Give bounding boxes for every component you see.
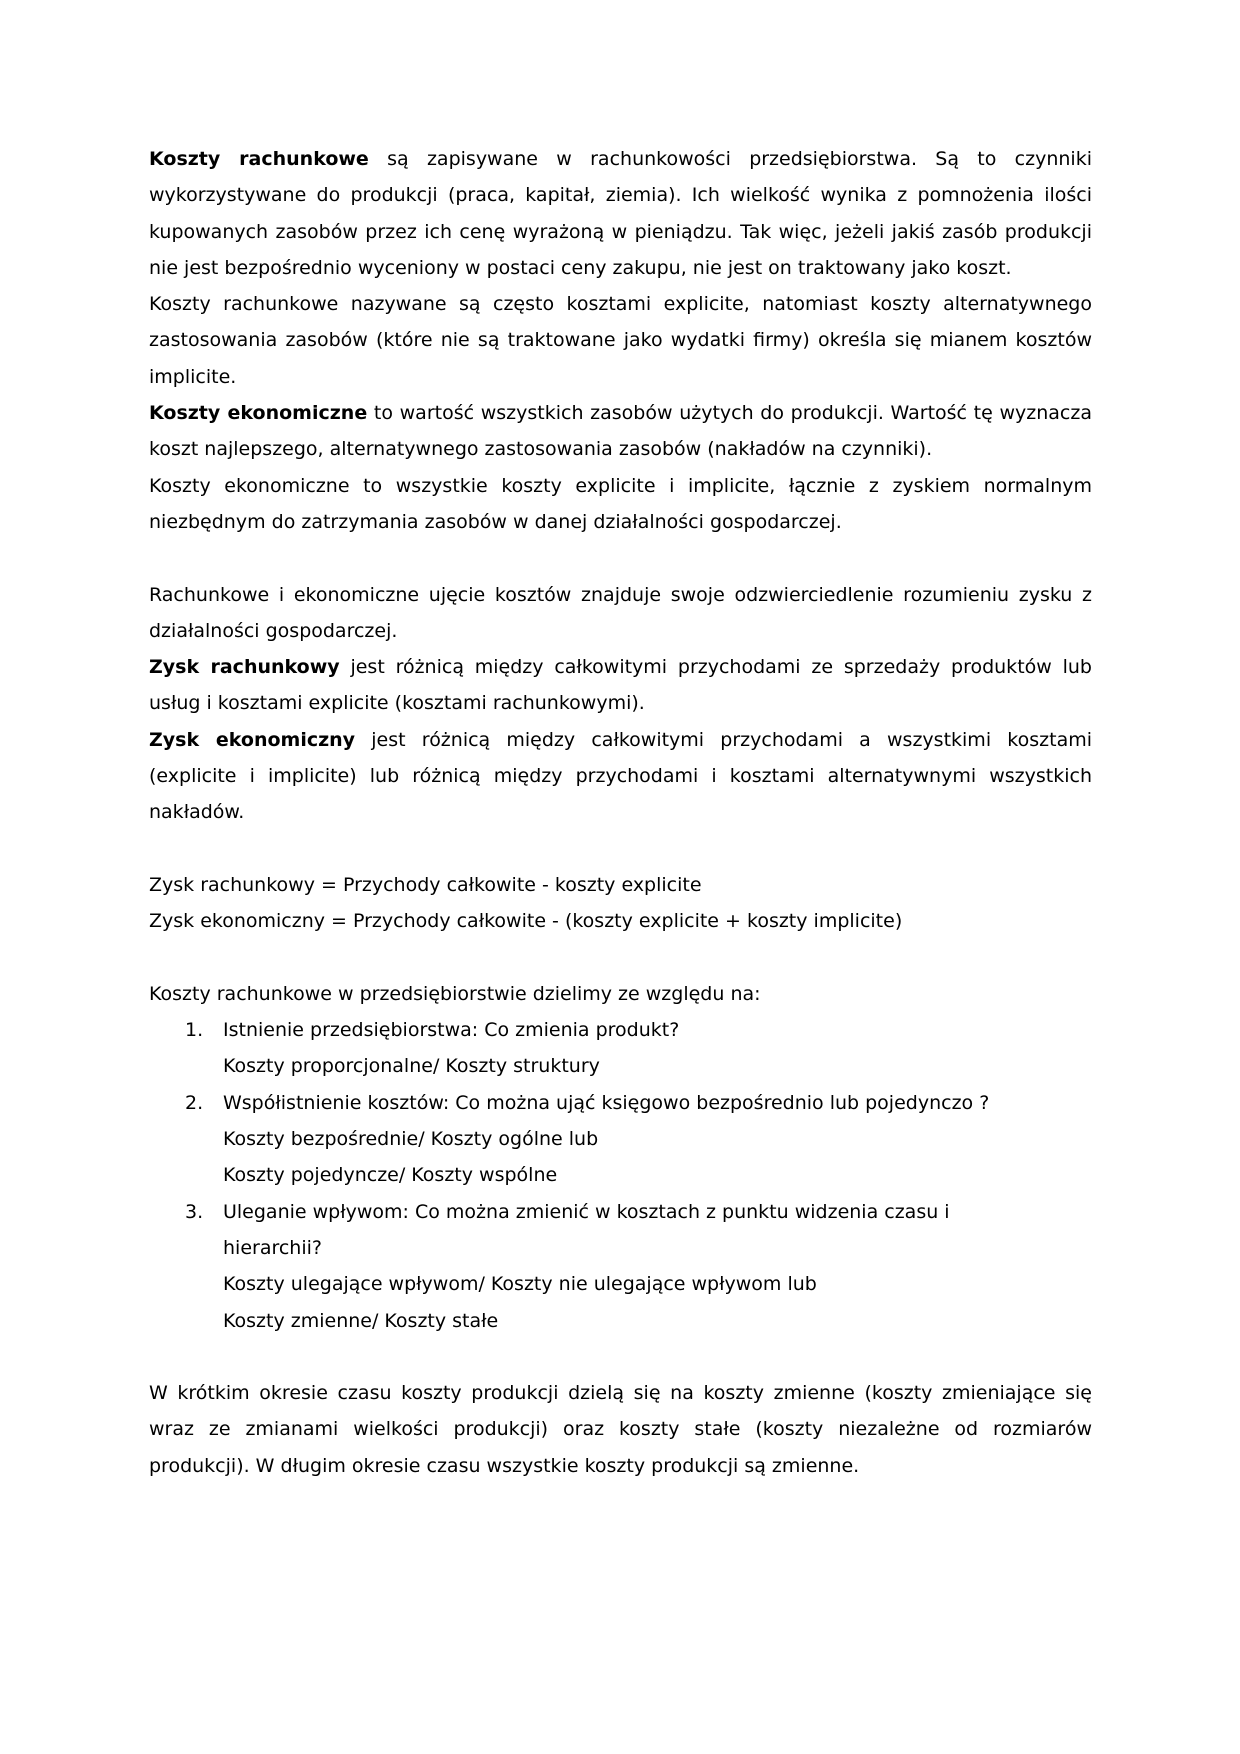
list-subitem: Koszty pojedyncze/ Koszty wspólne — [223, 1164, 558, 1187]
numbered-list — [149, 1012, 1092, 1339]
list-subitem: Koszty ulegające wpływom/ Koszty nie ulegające wpływom lub — [223, 1273, 817, 1296]
formula-zysk-ekonomiczny: Zysk ekonomiczny = Przychody całkowite - (koszty explicite + koszty implicite) — [149, 910, 903, 933]
term: Zysk ekonomiczny — [149, 728, 356, 751]
paragraph-okres: W krótkim okresie czasu koszty produkcji dzielą się na koszty zmienne (koszty zmieniające się wraz ze zmianami wielkości produkcji) oraz koszty stałe (koszty niezależne od rozmiarów produkcji). W długim okresie czasu wszystkie koszty produkcji są zmienne. — [149, 1382, 1092, 1477]
paragraph-explicite-implicite: Koszty rachunkowe nazywane są często kosztami explicite, natomiast koszty alternatywnego zastosowania zasobów (które nie są traktowane jako wydatki firmy) określa się mianem kosztów implicite. — [149, 293, 1092, 388]
paragraph-zysk-ekonomiczny: Zysk ekonomiczny jest różnicą między całkowitymi przychodami a wszystkimi kosztami (explicite i implicite) lub różnicą między przychodami i kosztami alternatywnymi wszystkich nakładów. — [149, 728, 1092, 824]
term: Koszty rachunkowe — [149, 148, 369, 170]
paragraph-koszty-ekonomiczne-2: Koszty ekonomiczne to wszystkie koszty explicite i implicite, łącznie z zyskiem normalnym niezbędnym do zatrzymania zasobów w danej działalności gospodarczej. — [149, 474, 1092, 533]
paragraph-koszty-ekonomiczne: Koszty ekonomiczne to wartość wszystkich zasobów użytych do produkcji. Wartość tę wyznacza koszt najlepszego, alternatywnego zastosowania zasobów (nakładów na czynniki). — [149, 402, 1092, 461]
list-intro: Koszty rachunkowe w przedsiębiorstwie dzielimy ze względu na: — [149, 982, 761, 1005]
list-subitem: Koszty bezpośrednie/ Koszty ogólne lub — [223, 1128, 599, 1151]
term: Koszty ekonomiczne — [149, 402, 368, 425]
paragraph-koszty-rachunkowe: Koszty rachunkowe są zapisywane w rachunkowości przedsiębiorstwa. Są to czynniki wykorzystywane do produkcji (praca, kapitał, ziemia). Ich wielkość wynika z pomnożenia ilości kupowanych zasobów przez ich cenę wyrażoną w pieniądzu. Tak więc, jeżeli jakiś zasób produkcji nie jest bezpośrednio wyceniony w postaci ceny zakupu, nie jest on traktowany jako koszt. — [149, 148, 1092, 279]
list-subitem: Koszty proporcjonalne/ Koszty struktury — [223, 1055, 600, 1078]
paragraph-zysk-rachunkowy: Zysk rachunkowy jest różnicą między całkowitymi przychodami ze sprzedaży produktów lub usług i kosztami explicite (kosztami rachunkowymi). — [149, 656, 1092, 715]
term: Zysk rachunkowy — [149, 656, 340, 679]
list-item: 1. Istnienie przedsiębiorstwa: Co zmienia produkt? — [185, 1019, 680, 1042]
list-item: 2. Współistnienie kosztów: Co można ująć księgowo bezpośrednio lub pojedynczo ? — [185, 1091, 990, 1114]
list-item: 3. Uleganie wpływom: Co można zmienić w kosztach z punktu widzenia czasu i hierarchii? — [185, 1200, 950, 1259]
formula-zysk-rachunkowy: Zysk rachunkowy = Przychody całkowite - koszty explicite — [149, 873, 702, 896]
document-page — [149, 141, 1092, 1484]
list-subitem: Koszty zmienne/ Koszty stałe — [223, 1309, 499, 1332]
paragraph-ujecie: Rachunkowe i ekonomiczne ujęcie kosztów znajduje swoje odzwierciedlenie rozumieniu zysku z działalności gospodarczej. — [149, 583, 1092, 642]
